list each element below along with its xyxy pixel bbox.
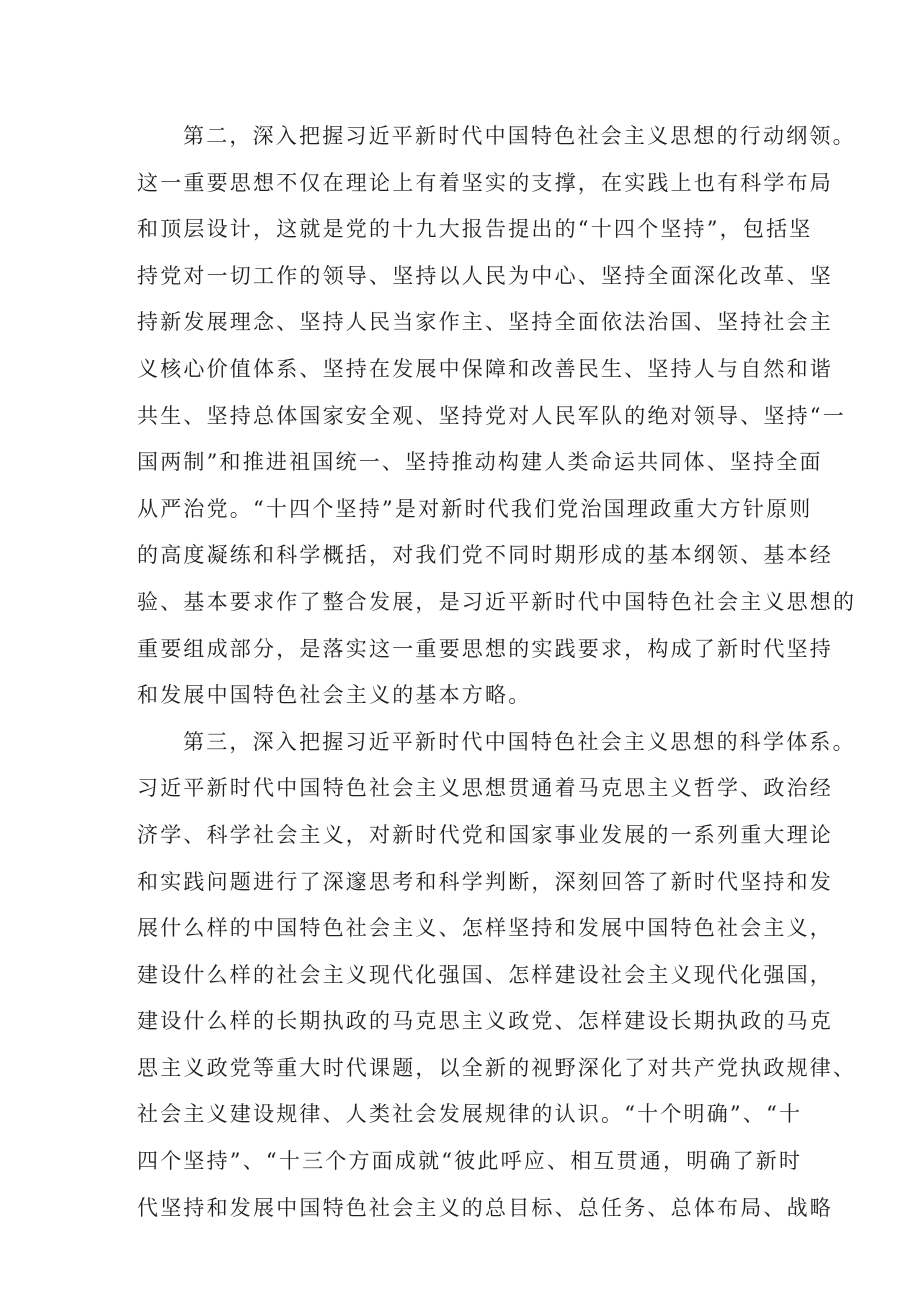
- text-line: 持党对一切工作的领导、坚持以人民为中心、坚持全面深化改革、坚: [137, 263, 833, 288]
- text-line: 和实践问题进行了深邃思考和科学判断，深刻回答了新时代坚持和发: [137, 869, 833, 894]
- document-body: [137, 113, 857, 1231]
- text-line: 展什么样的中国特色社会主义、怎样坚持和发展中国特色社会主义，: [137, 916, 833, 941]
- text-line: 从严治党。“十四个坚持”是对新时代我们党治国理政重大方针原则: [137, 496, 813, 521]
- text-line: 济学、科学社会主义，对新时代党和国家事业发展的一系列重大理论: [137, 822, 833, 847]
- text-line: 思主义政党等重大时代课题，以全新的视野深化了对共产党执政规律、: [137, 1055, 857, 1080]
- text-line: 共生、坚持总体国家安全观、坚持党对人民军队的绝对领导、坚持“一: [137, 403, 846, 428]
- text-line: 这一重要思想不仅在理论上有着坚实的支撑，在实践上也有科学布局: [137, 170, 833, 195]
- text-line: 义核心价值体系、坚持在发展中保障和改善民生、坚持人与自然和谐: [137, 356, 833, 381]
- paragraph-third-point: [137, 719, 857, 1232]
- paragraph-second-point: [137, 113, 857, 719]
- text-line: 验、基本要求作了整合发展，是习近平新时代中国特色社会主义思想的: [137, 589, 857, 614]
- text-line: 持新发展理念、坚持人民当家作主、坚持全面依法治国、坚持社会主: [137, 310, 833, 335]
- text-line: 习近平新时代中国特色社会主义思想贯通着马克思主义哲学、政治经: [137, 776, 833, 801]
- text-line: 和顶层设计，这就是党的十九大报告提出的“十四个坚持”，包括坚: [137, 217, 813, 242]
- text-line: 第二，深入把握习近平新时代中国特色社会主义思想的行动纲领。: [183, 124, 856, 148]
- text-line: 社会主义建设规律、人类社会发展规律的认识。“十个明确”、“十: [137, 1102, 803, 1127]
- text-line: 四个坚持”、“十三个方面成就“彼此呼应、相互贯通，明确了新时: [137, 1149, 803, 1174]
- text-line: 第三，深入把握习近平新时代中国特色社会主义思想的科学体系。: [183, 729, 856, 754]
- text-line: 和发展中国特色社会主义的基本方略。: [137, 683, 532, 708]
- text-line: 的高度凝练和科学概括，对我们党不同时期形成的基本纲领、基本经: [137, 543, 833, 568]
- text-line: 代坚持和发展中国特色社会主义的总目标、总任务、总体布局、战略: [137, 1195, 833, 1220]
- text-line: 国两制”和推进祖国统一、坚持推动构建人类命运共同体、坚持全面: [137, 450, 823, 475]
- text-line: 建设什么样的长期执政的马克思主义政党、怎样建设长期执政的马克: [137, 1009, 833, 1034]
- text-line: 建设什么样的社会主义现代化强国、怎样建设社会主义现代化强国，: [137, 962, 833, 987]
- text-line: 重要组成部分，是落实这一重要思想的实践要求，构成了新时代坚持: [137, 636, 833, 661]
